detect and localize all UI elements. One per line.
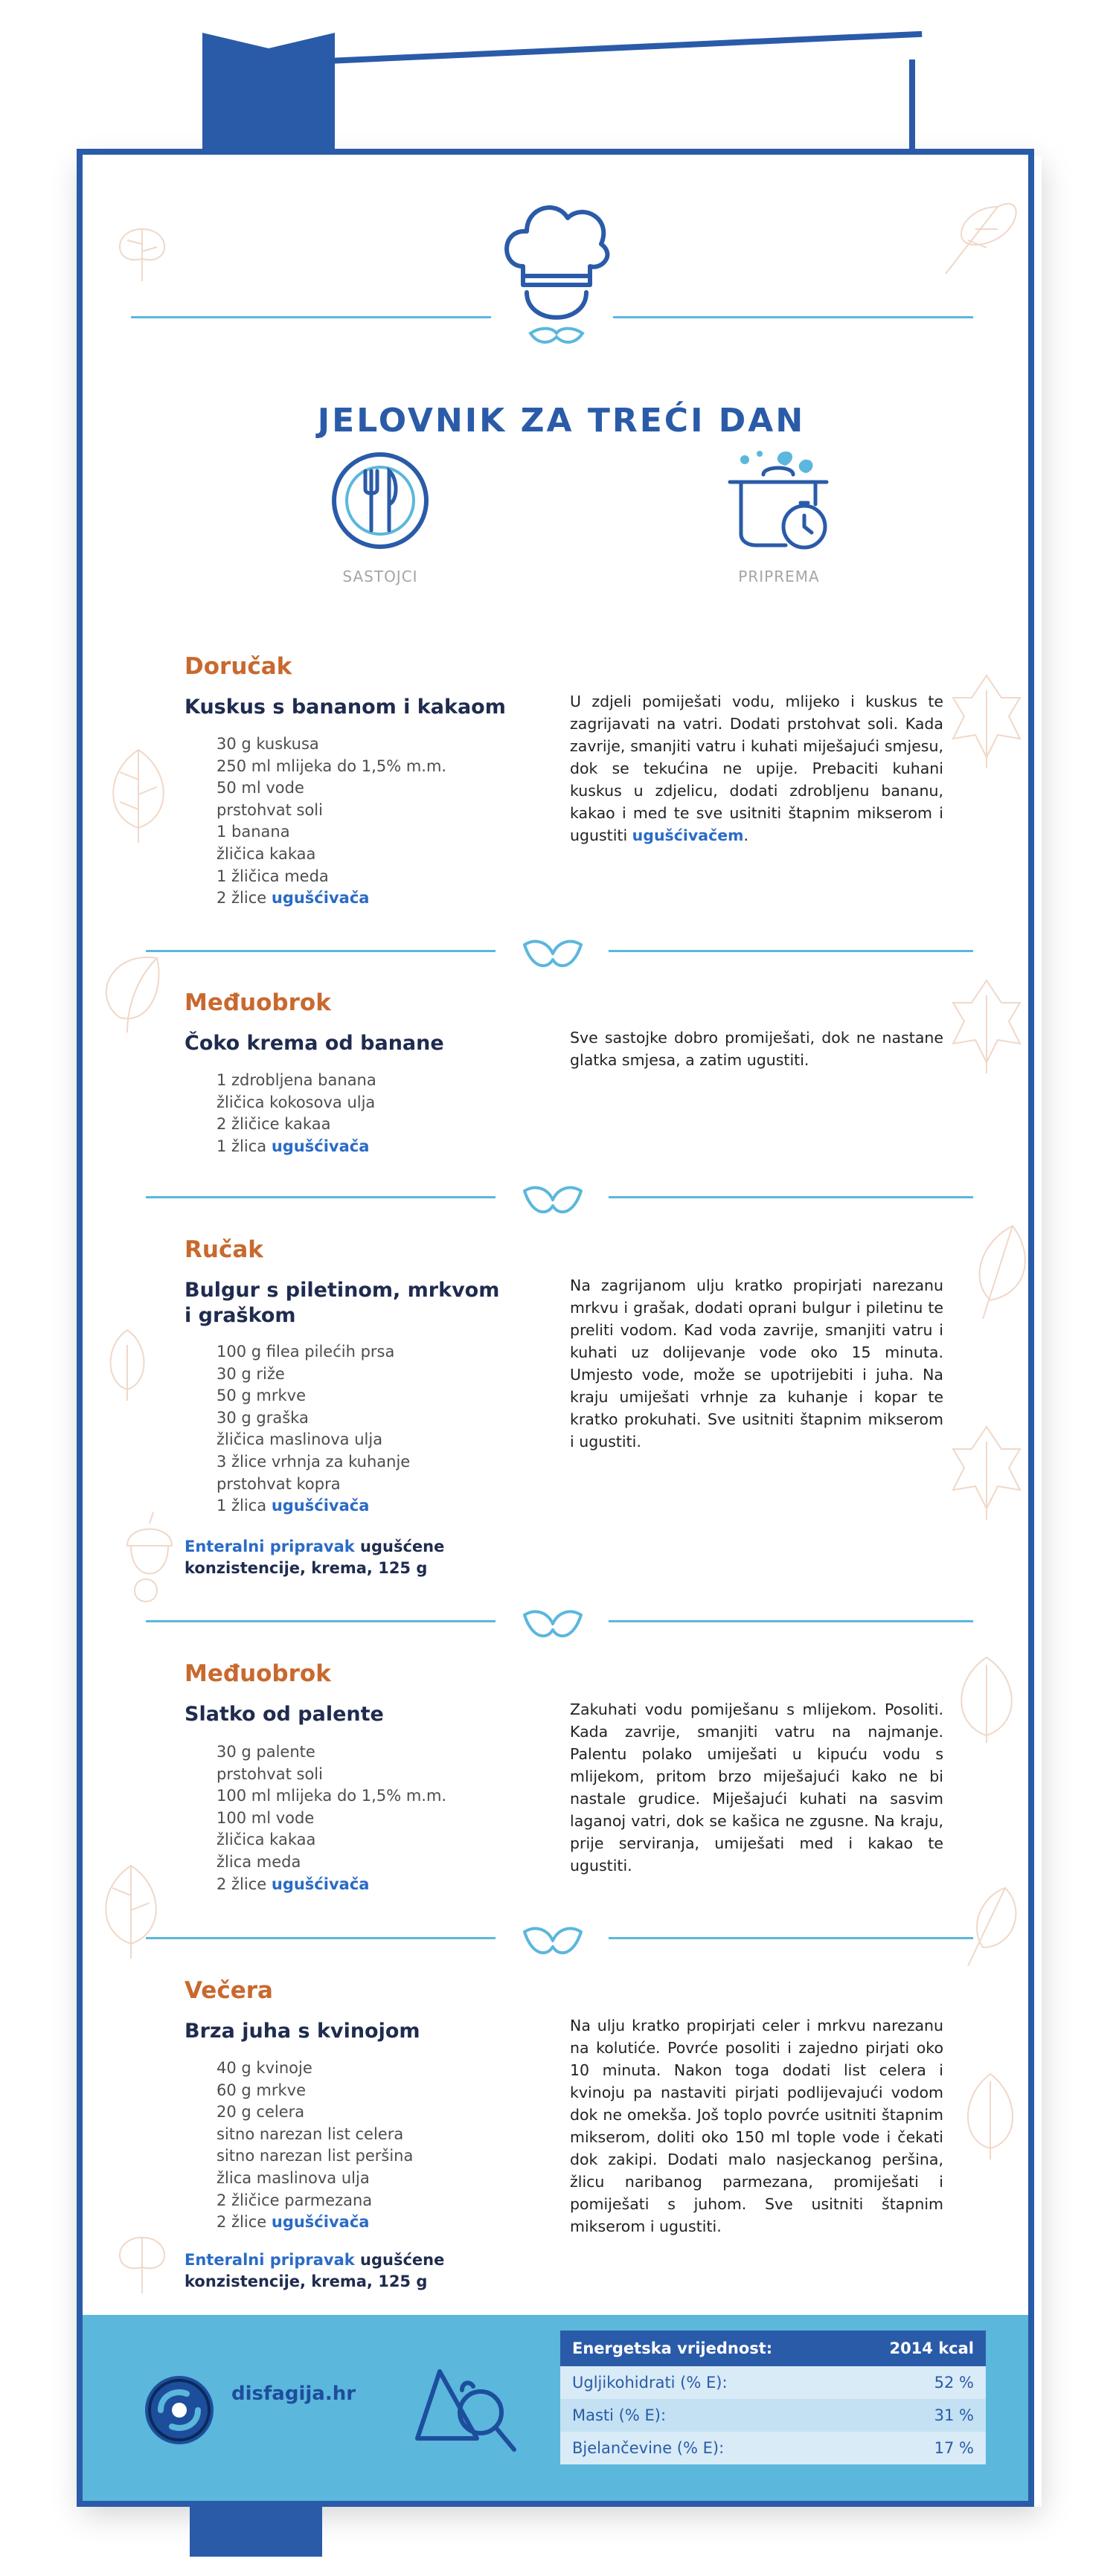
enteral-text: ugušćene konzistencije, krema, 125 g — [185, 1538, 445, 1577]
ingredient-item: žlica meda — [217, 1852, 301, 1871]
thickener-link[interactable]: ugušćivačem — [632, 826, 744, 844]
ingredient-item: 1 zdrobljena banana — [217, 1071, 376, 1089]
ingredient-list — [217, 2058, 413, 2234]
ingredient-item: 60 g mrkve — [217, 2081, 307, 2099]
ingredient-list — [217, 733, 446, 910]
ingredient-item: žličica maslinova ulja — [217, 1430, 383, 1449]
leaf-decoration-icon — [953, 1866, 1027, 1970]
ingredient-item: 30 g riže — [217, 1364, 285, 1383]
ingredient-item: prstohvat soli — [217, 800, 323, 819]
meal-title: Međuobrok — [185, 989, 331, 1016]
nutrient-label: Bjelančevine (% E): — [560, 2432, 847, 2464]
section-divider-right — [609, 1620, 973, 1622]
dish-title: Brza juha s kvinojom — [185, 2020, 420, 2043]
ingredient-item: 30 g palente — [217, 1743, 315, 1761]
ingredient-item: 3 žlice vrhnja za kuhanje — [217, 1452, 411, 1471]
ingredients-label: SASTOJCI — [342, 568, 418, 585]
leaf-decoration-icon — [946, 1642, 1027, 1747]
ingredient-item: prstohvat kopra — [217, 1474, 341, 1493]
thickener-link[interactable]: ugušćivača — [271, 1497, 370, 1515]
leaf-decoration-icon — [97, 199, 187, 289]
enteral-note — [185, 1536, 497, 1579]
ingredient-list — [217, 1070, 376, 1157]
dish-title: Kuskus s bananom i kakaom — [185, 696, 506, 719]
ingredient-item: sitno narezan list peršina — [217, 2147, 414, 2165]
folder-back-edge — [909, 60, 915, 164]
ingredient-text: 2 žlice — [217, 889, 272, 908]
leaf-decoration-icon — [953, 2059, 1027, 2163]
enteral-link[interactable]: Enteralni pripravak — [185, 2251, 355, 2269]
preparation-end: . — [743, 826, 749, 844]
ingredient-item: 100 ml vode — [217, 1808, 315, 1827]
ingredient-item: 30 g kuskusa — [217, 735, 319, 753]
thickener-link[interactable]: ugušćivača — [271, 1875, 370, 1893]
ingredient-item: sitno narezan list celera — [217, 2124, 404, 2143]
nutrient-value: 17 % — [847, 2432, 986, 2464]
enteral-text: ugušćene konzistencije, krema, 125 g — [185, 2251, 445, 2290]
preparation-text: Na zagrijanom ulju kratko propirjati narezanu mrkvu i grašak, dodati oprani bulgur i piletinu te preliti vodom. Kad voda zavrije, smanjiti vatru i kuhati uz dolijevanje vode oko 15 minuta. Umjesto vode, može se upotrijebiti i juha. Na kraju umiješati vrhnje za kuhanje i kopar te kratko prokuhati. Sve usitniti štapnim mikserom i ugustiti. — [570, 1276, 943, 1451]
section-divider-left — [146, 950, 496, 952]
section-divider-left — [146, 1620, 496, 1622]
nutrition-row — [560, 2399, 986, 2432]
plate-cutlery-icon — [328, 449, 432, 553]
nutrient-label: Masti (% E): — [560, 2399, 847, 2432]
bookmark-tab-bottom — [190, 2502, 322, 2557]
preparation-text: Na ulju kratko propirjati celer i mrkvu narezanu na kolutiće. Povrće posoliti i zajedno pirjati oko 10 minuta. Nakon toga dodati list celera i kvinoju pa nastaviti pirjati podlijevajući vodom dok ne omekša. Još toplo povrće usitniti štapnim mikserom, doliti oko 150 ml tople vode i čekati dok zakipi. Dodati malo nasjeckanog peršina, žlicu naribanog parmezana, promiješati i pomiješati s juhom. Sve usitniti štapnim mikserom i ugustiti. — [570, 2017, 943, 2235]
ingredient-item: 1 banana — [217, 823, 290, 841]
nutrient-value: 52 % — [847, 2366, 986, 2399]
bookmark-tab-top — [202, 33, 335, 163]
ingredient-item — [217, 1874, 446, 1896]
ingredient-item: 50 ml vode — [217, 779, 304, 797]
folder-back-line — [327, 31, 923, 64]
enteral-note — [185, 2249, 497, 2293]
meal-title: Međuobrok — [185, 1660, 331, 1687]
ingredient-item: žlica maslinova ulja — [217, 2168, 370, 2187]
ingredient-item: 30 g graška — [217, 1408, 309, 1427]
nutrient-value: 31 % — [847, 2399, 986, 2432]
ingredient-item: 100 g filea pilećih prsa — [217, 1343, 395, 1361]
ingredient-item: 250 ml mlijeka do 1,5% m.m. — [217, 757, 447, 775]
preparation-text: Zakuhati vodu pomiješanu s mlijekom. Posoliti. Kada zavrije, smanjiti vatru na najmanje. Palentu polako umiješati u kipuću vodu s mlijekom, pritom brzo miješajući kako ne bi nastale grudice. Miješajući kuhati na sasvim laganoj vatri, dok se kašica ne zgusne. Na kraju, prije serviranja, umiješati med i kakao te ugustiti. — [570, 1700, 943, 1875]
disfagija-logo-icon — [142, 2373, 217, 2447]
section-divider-left — [146, 1196, 496, 1198]
header-divider-left — [131, 316, 491, 318]
preparation-label: PRIPREMA — [738, 568, 820, 585]
ingredient-item — [217, 2212, 413, 2234]
nutrition-search-icon — [410, 2349, 536, 2476]
leaf-decoration-icon — [946, 973, 1027, 1077]
ingredient-item: žličica kakaa — [217, 844, 316, 863]
ingredient-list — [217, 1341, 410, 1517]
leaf-decoration-icon — [90, 1315, 164, 1404]
dish-title: Slatko od palente — [185, 1703, 384, 1726]
ingredient-item — [217, 887, 446, 910]
header-divider-right — [613, 316, 973, 318]
thickener-link[interactable]: ugušćivača — [271, 2213, 370, 2232]
leaf-decoration-icon — [97, 2208, 187, 2297]
leaf-decoration-icon — [946, 668, 1027, 772]
acorn-decoration-icon — [112, 1509, 187, 1613]
leaf-decoration-icon — [961, 1211, 1034, 1323]
leaf-decoration-icon — [931, 177, 1027, 281]
dish-title: Čoko krema od banane — [185, 1032, 444, 1055]
ingredient-text: 1 žlica — [217, 1137, 272, 1155]
nutrition-row — [560, 2432, 986, 2464]
nutrient-label: Ugljikohidrati (% E): — [560, 2366, 847, 2399]
energy-value: 2014 kcal — [847, 2331, 986, 2366]
thickener-link[interactable]: ugušćivača — [271, 1137, 370, 1155]
enteral-link[interactable]: Enteralni pripravak — [185, 1538, 355, 1555]
preparation-body: U zdjeli pomiješati vodu, mlijeko i kuskus te zagrijavati na vatri. Dodati prstohvat soli. Kada zavrije, smanjiti vatru i kuhati miješajući smjesu, dok se tekućina ne upije. Prebaciti kuhani kuskus u zdjelicu, dodati zdrobljenu bananu, kakao i med te sve usitniti štapnim mikserom i ugustiti — [570, 693, 943, 844]
nutrition-row — [560, 2366, 986, 2399]
chef-hat-icon — [497, 196, 616, 359]
section-divider-right — [609, 1196, 973, 1198]
cooking-pot-timer-icon — [722, 445, 834, 556]
preparation-text: Sve sastojke dobro promiješati, dok ne nastane glatka smjesa, a zatim ugustiti. — [570, 1029, 943, 1069]
ingredient-item: 20 g celera — [217, 2103, 305, 2121]
ribbon-bow-icon — [522, 1924, 584, 1962]
ingredient-item: žličica kokosova ulja — [217, 1093, 376, 1111]
ingredient-item: 100 ml mlijeka do 1,5% m.m. — [217, 1787, 447, 1805]
energy-label: Energetska vrijednost: — [560, 2331, 847, 2366]
ingredient-item: 50 g mrkve — [217, 1387, 307, 1405]
leaf-decoration-icon — [90, 1851, 172, 1962]
page-title: JELOVNIK ZA TREĆI DAN — [317, 402, 806, 440]
leaf-decoration-icon — [946, 1419, 1027, 1523]
preparation-text — [570, 690, 943, 847]
ingredient-item: 1 žličica meda — [217, 867, 329, 885]
section-divider-right — [609, 950, 973, 952]
leaf-decoration-icon — [97, 735, 179, 847]
meal-title: Doručak — [185, 653, 292, 680]
ingredient-list — [217, 1741, 446, 1895]
ingredient-item: 2 žličice parmezana — [217, 2191, 373, 2209]
menu-card — [77, 149, 1034, 2507]
dish-title: Bulgur s piletinom, mrkvom i graškom — [185, 1279, 500, 1327]
ingredient-item: prstohvat soli — [217, 1764, 323, 1783]
meal-title: Ručak — [185, 1236, 263, 1263]
site-link[interactable]: disfagija.hr — [231, 2383, 356, 2405]
ribbon-bow-icon — [522, 1607, 584, 1645]
ingredient-text: 2 žlice — [217, 2213, 272, 2232]
ribbon-bow-icon — [522, 1183, 584, 1221]
section-divider-left — [146, 1937, 496, 1939]
section-divider-right — [609, 1937, 973, 1939]
ingredient-item — [217, 1136, 376, 1158]
nutrition-table — [560, 2331, 986, 2464]
ingredient-item: 40 g kvinoje — [217, 2059, 312, 2077]
thickener-link[interactable]: ugušćivača — [271, 889, 370, 908]
nutrition-header-row — [560, 2331, 986, 2366]
ingredient-item: 2 žličice kakaa — [217, 1115, 331, 1134]
ribbon-bow-icon — [522, 937, 584, 974]
ingredient-text: 2 žlice — [217, 1875, 272, 1893]
ingredient-item — [217, 1495, 410, 1517]
ingredient-text: 1 žlica — [217, 1497, 272, 1515]
ingredient-item: žličica kakaa — [217, 1831, 316, 1849]
meal-title: Večera — [185, 1977, 273, 2004]
